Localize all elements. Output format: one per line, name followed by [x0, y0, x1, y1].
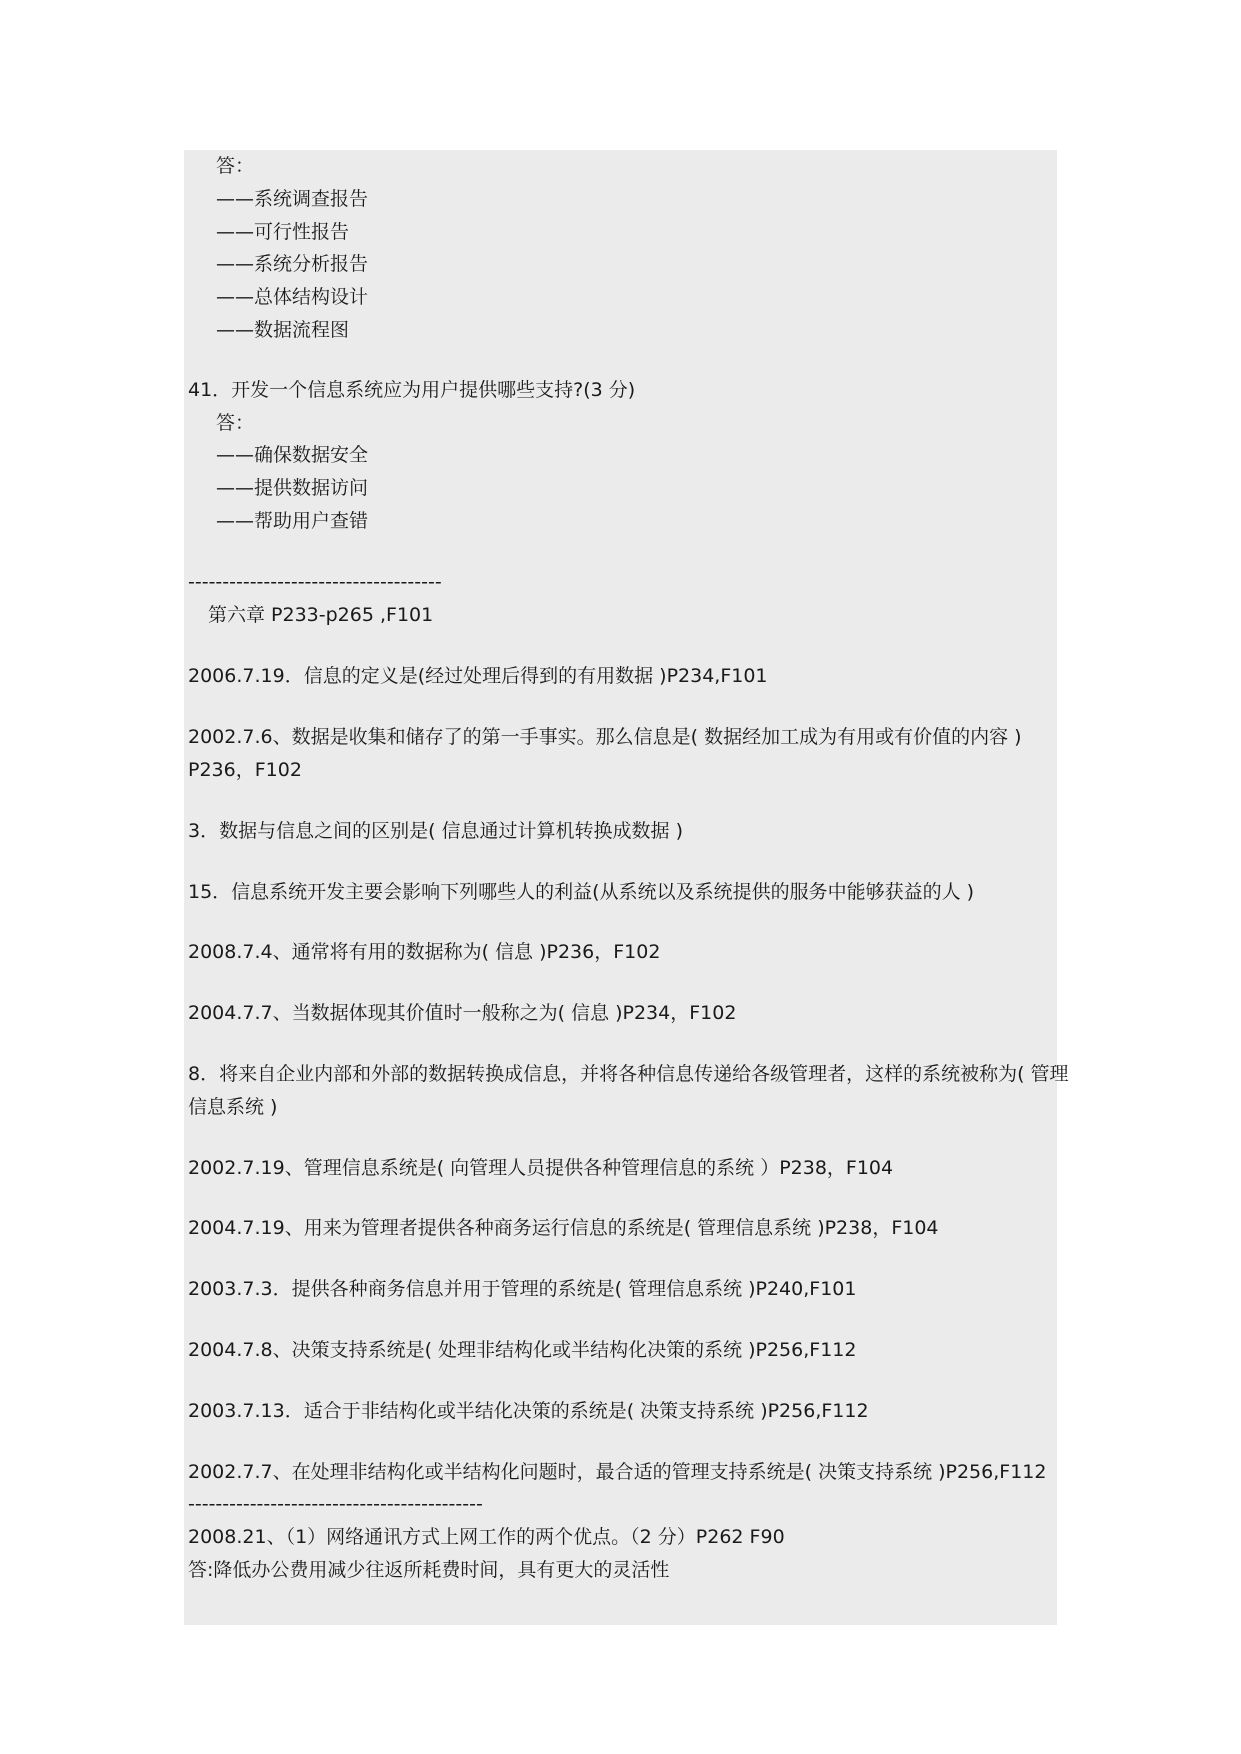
list-item: ——帮助用户查错 [216, 509, 369, 532]
question-41: 41．开发一个信息系统应为用户提供哪些支持?(3 分) [188, 378, 636, 401]
answer-label: 答： [216, 411, 255, 434]
list-item: ——系统调查报告 [216, 187, 369, 210]
entry-line: 2003.7.3．提供各种商务信息并用于管理的系统是( 管理信息系统 )P240,F101 [188, 1278, 857, 1301]
answer-label: 答： [216, 155, 255, 177]
entry-line: 3．数据与信息之间的区别是( 信息通过计算机转换成数据 ) [188, 819, 683, 842]
entry-line: 2004.7.8、决策支持系统是( 处理非结构化或半结构化决策的系统 )P256,F112 [188, 1338, 857, 1361]
entry-line: 2004.7.7、当数据体现其价值时一般称之为( 信息 )P234，F102 [188, 1002, 737, 1025]
list-item: ——系统分析报告 [216, 253, 369, 276]
final-answer: 答:降低办公费用减少往返所耗费时间，具有更大的灵活性 [188, 1558, 670, 1581]
entry-line: 2002.7.7、在处理非结构化或半结构化问题时，最合适的管理支持系统是( 决策支持系统 )P256,F112 [188, 1460, 1047, 1483]
chapter-heading: 第六章 P233-p265 ,F101 [208, 603, 434, 626]
separator-line: ------------------------------------- [188, 570, 442, 593]
entry-line: 8．将来自企业内部和外部的数据转换成信息，并将各种信息传递给各级管理者，这样的系统被称为( 管理 [188, 1062, 1069, 1085]
list-item: ——可行性报告 [216, 220, 350, 243]
entry-line: 2003.7.13．适合于非结构化或半结化决策的系统是( 决策支持系统 )P256,F112 [188, 1399, 869, 1422]
entry-line: 信息系统 ) [188, 1095, 278, 1118]
separator-line: ------------------------------------------- [188, 1493, 483, 1516]
list-item: ——总体结构设计 [216, 286, 369, 309]
entry-line: 2002.7.6、数据是收集和储存了的第一手事实。那么信息是( 数据经加工成为有用或有价值的内容 ) [188, 726, 1022, 749]
entry-line: 15．信息系统开发主要会影响下列哪些人的利益(从系统以及系统提供的服务中能够获益的人 ) [188, 880, 975, 903]
entry-line: 2008.7.4、通常将有用的数据称为( 信息 )P236，F102 [188, 941, 661, 964]
list-item: ——提供数据访问 [216, 477, 369, 500]
final-question: 2008.21、（1）网络通讯方式上网工作的两个优点。（2 分）P262 F90 [188, 1526, 785, 1549]
entry-line: 2004.7.19、用来为管理者提供各种商务运行信息的系统是( 管理信息系统 )P238，F104 [188, 1217, 939, 1240]
entry-line: P236，F102 [188, 758, 302, 781]
list-item: ——确保数据安全 [216, 444, 369, 467]
list-item: ——数据流程图 [216, 318, 350, 341]
entry-line: 2002.7.19、管理信息系统是( 向管理人员提供各种管理信息的系统 ）P238，F104 [188, 1156, 894, 1179]
document-body [188, 150, 1068, 1587]
entry-line: 2006.7.19．信息的定义是(经过处理后得到的有用数据 )P234,F101 [188, 665, 768, 688]
